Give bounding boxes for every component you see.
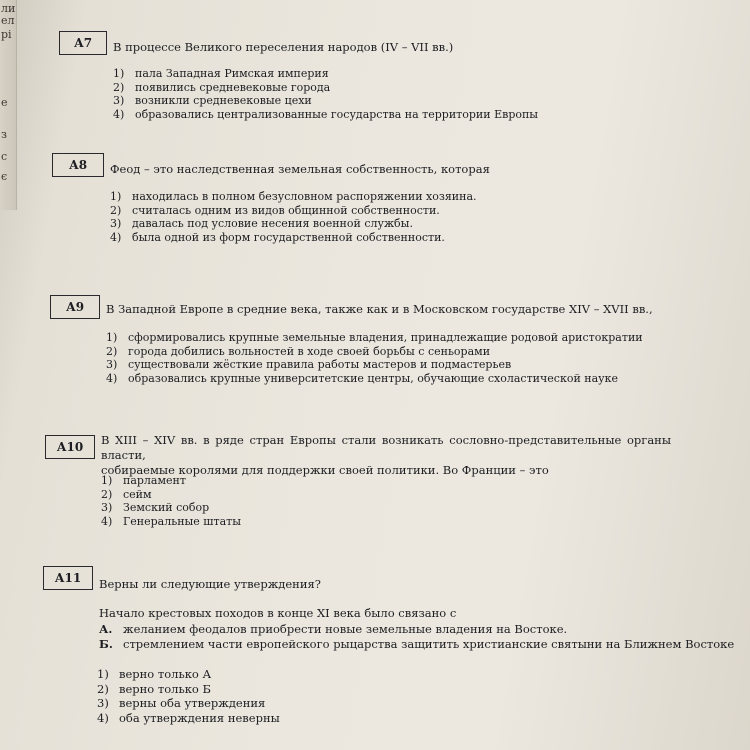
answer-option: 3) верны оба утверждения <box>97 696 266 710</box>
answer-options <box>97 667 280 725</box>
answer-option: 2) считалась одним из видов общинной собственности. <box>110 203 440 217</box>
answer-options <box>106 331 643 385</box>
margin-fragment: е <box>1 96 8 109</box>
answer-option: 1) пала Западная Римская империя <box>113 67 329 80</box>
statement-intro: Начало крестовых походов в конце XI века было связано с <box>99 606 457 620</box>
margin-fragment: рі <box>1 28 12 41</box>
question-text: Верны ли следующие утверждения? <box>99 577 321 591</box>
statement-b: Б. стремлением части европейского рыцарства защитить христианские святыни на Ближнем Востоке <box>99 637 735 651</box>
question-text: Феод – это наследственная земельная собственность, которая <box>110 162 490 176</box>
answer-option: 3) давалась под условие несения военной службы. <box>110 217 413 231</box>
answer-option: 2) города добились вольностей в ходе своей борьбы с сеньорами <box>106 344 491 358</box>
question-number-box: А11 <box>43 566 93 590</box>
answer-option: 4) оба утверждения неверны <box>97 710 280 725</box>
answer-option: 1) парламент <box>101 474 186 487</box>
question-text-line: В XIII – XIV вв. в ряде стран Европы стали возникать сословно-представительные органы власти, <box>101 433 671 462</box>
question-number-box: А7 <box>59 31 107 55</box>
answer-option: 1) сформировались крупные земельные владения, принадлежащие родовой аристократии <box>106 331 643 344</box>
answer-options <box>101 474 241 528</box>
answer-option: 3) существовали жёсткие правила работы мастеров и подмастерьев <box>106 358 512 372</box>
answer-option: 4) была одной из форм государственной собственности. <box>110 230 445 244</box>
statements <box>99 622 734 652</box>
answer-option: 1) верно только А <box>97 667 212 681</box>
question-text: В Западной Европе в средние века, также как и в Московском государстве XIV – XVII вв., <box>106 302 653 316</box>
margin-fragment: ли <box>1 2 16 15</box>
margin-fragment: с <box>1 150 8 163</box>
question-number-box: А10 <box>45 435 95 459</box>
answer-option: 3) Земский собор <box>101 501 210 515</box>
question-text <box>101 433 671 478</box>
margin-fragment: ел <box>1 14 15 27</box>
answer-option: 1) находилась в полном безусловном распоряжении хозяина. <box>110 190 477 203</box>
question-number-box: А8 <box>52 153 104 177</box>
answer-option: 4) образовались крупные университетские центры, обучающие схоластической науке <box>106 371 619 385</box>
question-text-line: собираемые королями для поддержки своей политики. Во Франции – это <box>101 463 549 477</box>
answer-options <box>113 67 538 121</box>
question-number-box: А9 <box>50 295 100 319</box>
answer-option: 4) Генеральные штаты <box>101 514 242 528</box>
underlying-page-edge <box>0 0 17 210</box>
answer-options <box>110 190 477 244</box>
answer-option: 2) сейм <box>101 487 152 501</box>
answer-option: 2) верно только Б <box>97 681 211 696</box>
margin-fragment: є <box>1 170 8 183</box>
question-text: В процессе Великого переселения народов (IV – VII вв.) <box>113 40 454 54</box>
answer-option: 2) появились средневековые города <box>113 80 331 94</box>
answer-option: 3) возникли средневековые цехи <box>113 94 312 108</box>
margin-fragment: з <box>1 128 7 141</box>
statement-a: А. желанием феодалов приобрести новые земельные владения на Востоке. <box>99 622 568 636</box>
answer-option: 4) образовались централизованные государства на территории Европы <box>113 107 539 121</box>
